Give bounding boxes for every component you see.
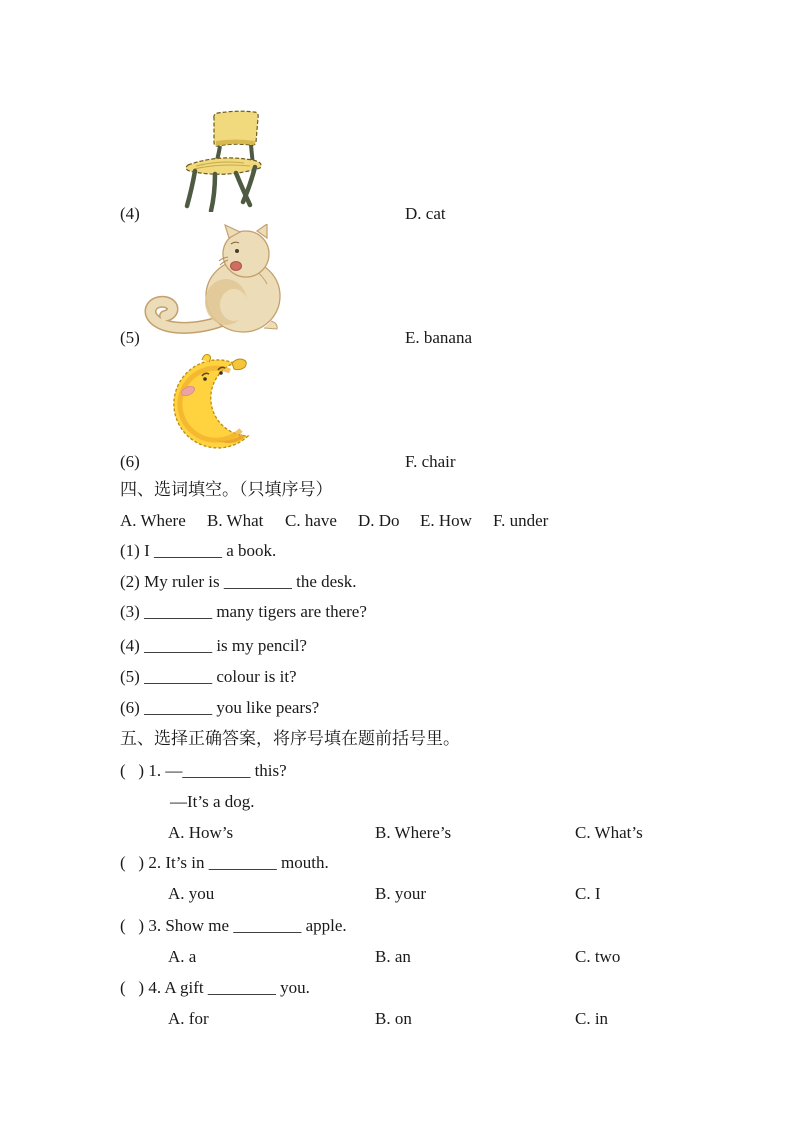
option-b: B. an bbox=[375, 947, 411, 966]
word-bank bbox=[120, 510, 549, 532]
fill-item-5: (5) ________ colour is it? bbox=[120, 667, 297, 686]
word-bank-item: C. have bbox=[285, 511, 337, 530]
option-a: A. for bbox=[168, 1009, 209, 1028]
question-1-prompt: ( ) 1. —________ this? bbox=[120, 761, 287, 780]
question-2-prompt: ( ) 2. It’s in ________ mouth. bbox=[120, 853, 329, 872]
question-2-options bbox=[120, 883, 601, 905]
question-3-options bbox=[120, 946, 621, 968]
match-label: E. banana bbox=[405, 328, 473, 347]
followup-text: —It’s a dog. bbox=[170, 792, 255, 811]
match-number: (5) bbox=[120, 328, 140, 347]
word-bank-item: F. under bbox=[493, 511, 549, 530]
option-b: B. Where’s bbox=[375, 823, 452, 842]
fill-item-4: (4) ________ is my pencil? bbox=[120, 636, 307, 655]
match-number: (4) bbox=[120, 204, 140, 223]
section5-title: 五、选择正确答案，将序号填在题前括号里。 bbox=[120, 729, 460, 748]
question-3-prompt: ( ) 3. Show me ________ apple. bbox=[120, 916, 347, 935]
option-c: C. in bbox=[575, 1009, 609, 1028]
word-bank-item: A. Where bbox=[120, 511, 186, 530]
fill-item-2: (2) My ruler is ________ the desk. bbox=[120, 572, 357, 591]
match-label: D. cat bbox=[405, 204, 446, 223]
banana-icon bbox=[168, 350, 264, 454]
match-row-6 bbox=[120, 451, 456, 473]
word-bank-item: E. How bbox=[420, 511, 472, 530]
cat-image bbox=[133, 224, 295, 336]
question-4-prompt: ( ) 4. A gift ________ you. bbox=[120, 978, 310, 997]
cat-icon bbox=[133, 224, 295, 336]
question-1-options bbox=[120, 822, 643, 844]
option-a: A. you bbox=[168, 884, 215, 903]
fill-item-1: (1) I ________ a book. bbox=[120, 541, 277, 560]
option-b: B. on bbox=[375, 1009, 412, 1028]
banana-image bbox=[168, 350, 264, 454]
option-c: C. What’s bbox=[575, 823, 643, 842]
match-row-5 bbox=[120, 327, 473, 349]
option-a: A. a bbox=[168, 947, 197, 966]
option-a: A. How’s bbox=[168, 823, 234, 842]
question-1-followup bbox=[120, 791, 255, 813]
fill-item-6: (6) ________ you like pears? bbox=[120, 698, 320, 717]
option-c: C. two bbox=[575, 947, 621, 966]
chair-icon bbox=[180, 110, 272, 212]
match-row-4 bbox=[120, 203, 446, 225]
word-bank-item: D. Do bbox=[358, 511, 400, 530]
chair-image bbox=[180, 110, 272, 212]
fill-item-3: (3) ________ many tigers are there? bbox=[120, 602, 367, 621]
word-bank-item: B. What bbox=[207, 511, 264, 530]
option-b: B. your bbox=[375, 884, 426, 903]
option-c: C. I bbox=[575, 884, 601, 903]
match-number: (6) bbox=[120, 452, 140, 471]
question-4-options bbox=[120, 1008, 609, 1030]
section4-title: 四、选词填空。（只填序号） bbox=[120, 480, 333, 499]
match-label: F. chair bbox=[405, 452, 456, 471]
